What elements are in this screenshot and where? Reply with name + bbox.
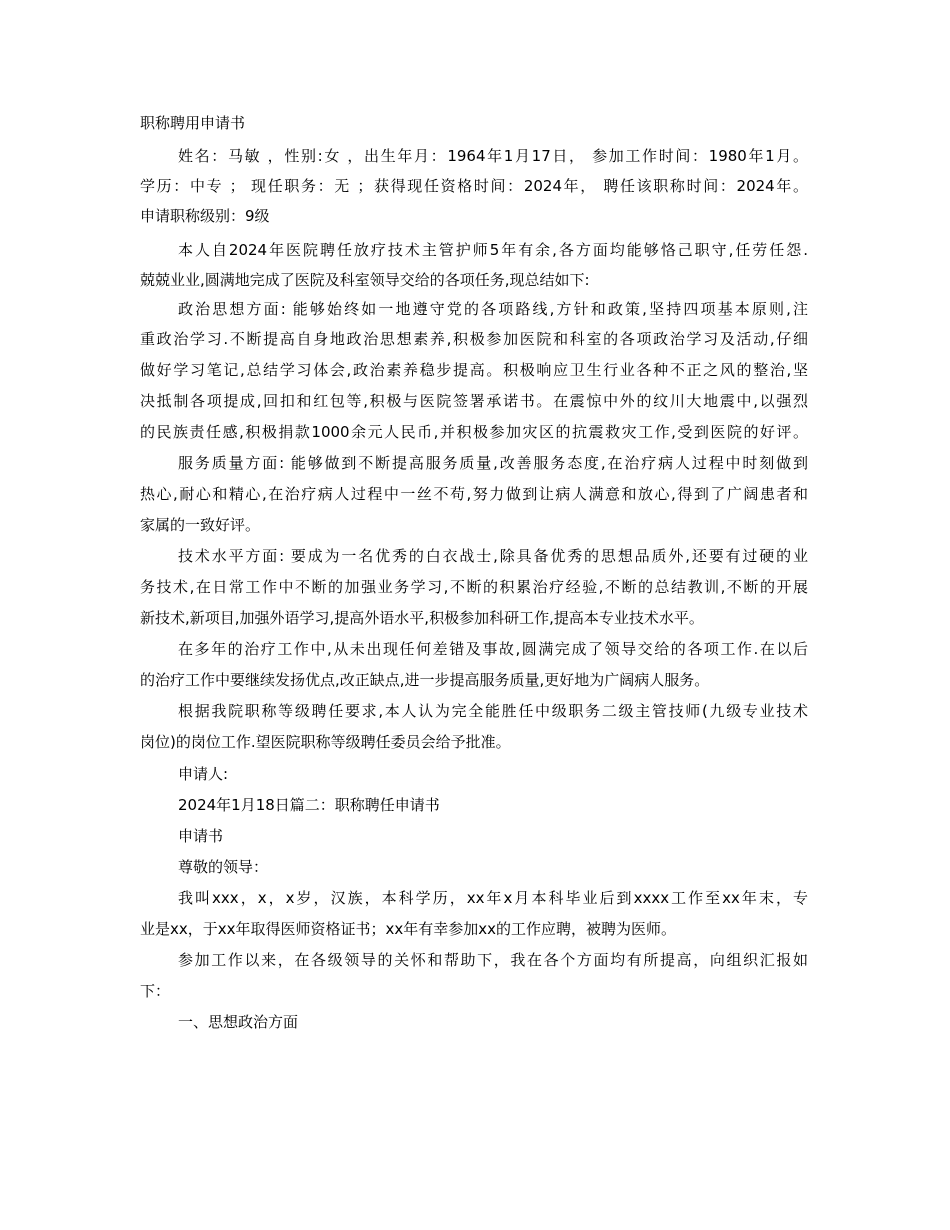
date-and-section-heading: 2024年1月18日篇二：职称聘任申请书	[178, 796, 440, 814]
paragraph-line: 参加工作以来，在各级领导的关怀和帮助下，我在各个方面均有所提高，向组织汇报如	[178, 951, 808, 969]
paragraph-line: 新技术,新项目,加强外语学习,提高外语水平,积极参加科研工作,提高本专业技术水平。	[140, 609, 704, 627]
salutation: 尊敬的领导：	[178, 858, 269, 876]
paragraph-line: 决抵制各项提成,回扣和红包等,积极与医院签署承诺书。在震惊中外的纹川大地震中,以强烈	[140, 392, 808, 410]
paragraph-line: 热心,耐心和精心,在治疗病人过程中一丝不苟,努力做到让病人满意和放心,得到了广阔患者和	[140, 485, 808, 503]
paragraph-line: 做好学习笔记,总结学习体会,政治素养稳步提高。积极响应卫生行业各种不正之风的整治,坚	[140, 361, 808, 379]
paragraph-line: 根据我院职称等级聘任要求,本人认为完全能胜任中级职务二级主管技师(九级专业技术	[178, 702, 808, 720]
section-title: 申请书	[178, 827, 224, 845]
paragraph-line: 政治思想方面: 能够始终如一地遵守党的各项路线,方针和政策,坚持四项基本原则,注	[178, 300, 808, 318]
paragraph-line: 业是xx，于xx年取得医师资格证书；xx年有幸参加xx的工作应聘，被聘为医师。	[140, 920, 677, 938]
paragraph-line: 家属的一致好评。	[140, 516, 261, 534]
paragraph-line: 的民族责任感,积极捐款1000余元人民币,并积极参加灾区的抗震救灾工作,受到医院的好评。	[140, 423, 808, 441]
paragraph-line: 务技术,在日常工作中不断的加强业务学习,不断的积累治疗经验,不断的总结教训,不断的开展	[140, 578, 808, 596]
paragraph-line: 重政治学习.不断提高自身地政治思想素养,积极参加医院和科室的各项政治学习及活动,仔细	[140, 330, 808, 348]
paragraph-line: 岗位)的岗位工作.望医院职称等级聘任委员会给予批准。	[140, 733, 511, 751]
paragraph-line: 在多年的治疗工作中,从未出现任何差错及事故,圆满完成了领导交给的各项工作.在以后	[178, 640, 808, 658]
paragraph-line: 我叫xxx，x，x岁，汉族，本科学历，xx年x月本科毕业后到xxxx工作至xx年末，专	[178, 889, 808, 907]
paragraph-line: 服务质量方面: 能够做到不断提高服务质量,改善服务态度,在治疗病人过程中时刻做到	[178, 454, 808, 472]
applicant-info-line-2: 学历：中专 ； 现任职务：无 ；获得现任资格时间：2024年， 聘任该职称时间：2024年。	[140, 177, 808, 195]
paragraph-line: 的治疗工作中要继续发扬优点,改正缺点,进一步提高服务质量,更好地为广阔病人服务。	[140, 671, 710, 689]
applicant-info-line-1: 姓名：马敏 ，性别:女 ，出生年月：1964年1月17日， 参加工作时间：1980年1月。	[178, 147, 808, 165]
section-heading: 一、思想政治方面	[178, 1013, 299, 1031]
paragraph-line: 本人自2024年医院聘任放疗技术主管护师5年有余,各方面均能够恪己职守,任劳任怨.	[178, 241, 808, 259]
document-title: 职称聘用申请书	[140, 114, 246, 132]
paragraph-line: 兢兢业业,圆满地完成了医院及科室领导交给的各项任务,现总结如下:	[140, 271, 590, 289]
paragraph-line: 技术水平方面: 要成为一名优秀的白衣战士,除具备优秀的思想品质外,还要有过硬的业	[178, 547, 808, 565]
paragraph-line: 下：	[140, 982, 171, 1000]
applicant-info-line-3: 申请职称级别：9级	[140, 207, 270, 225]
applicant-signature-label: 申请人:	[178, 765, 229, 783]
